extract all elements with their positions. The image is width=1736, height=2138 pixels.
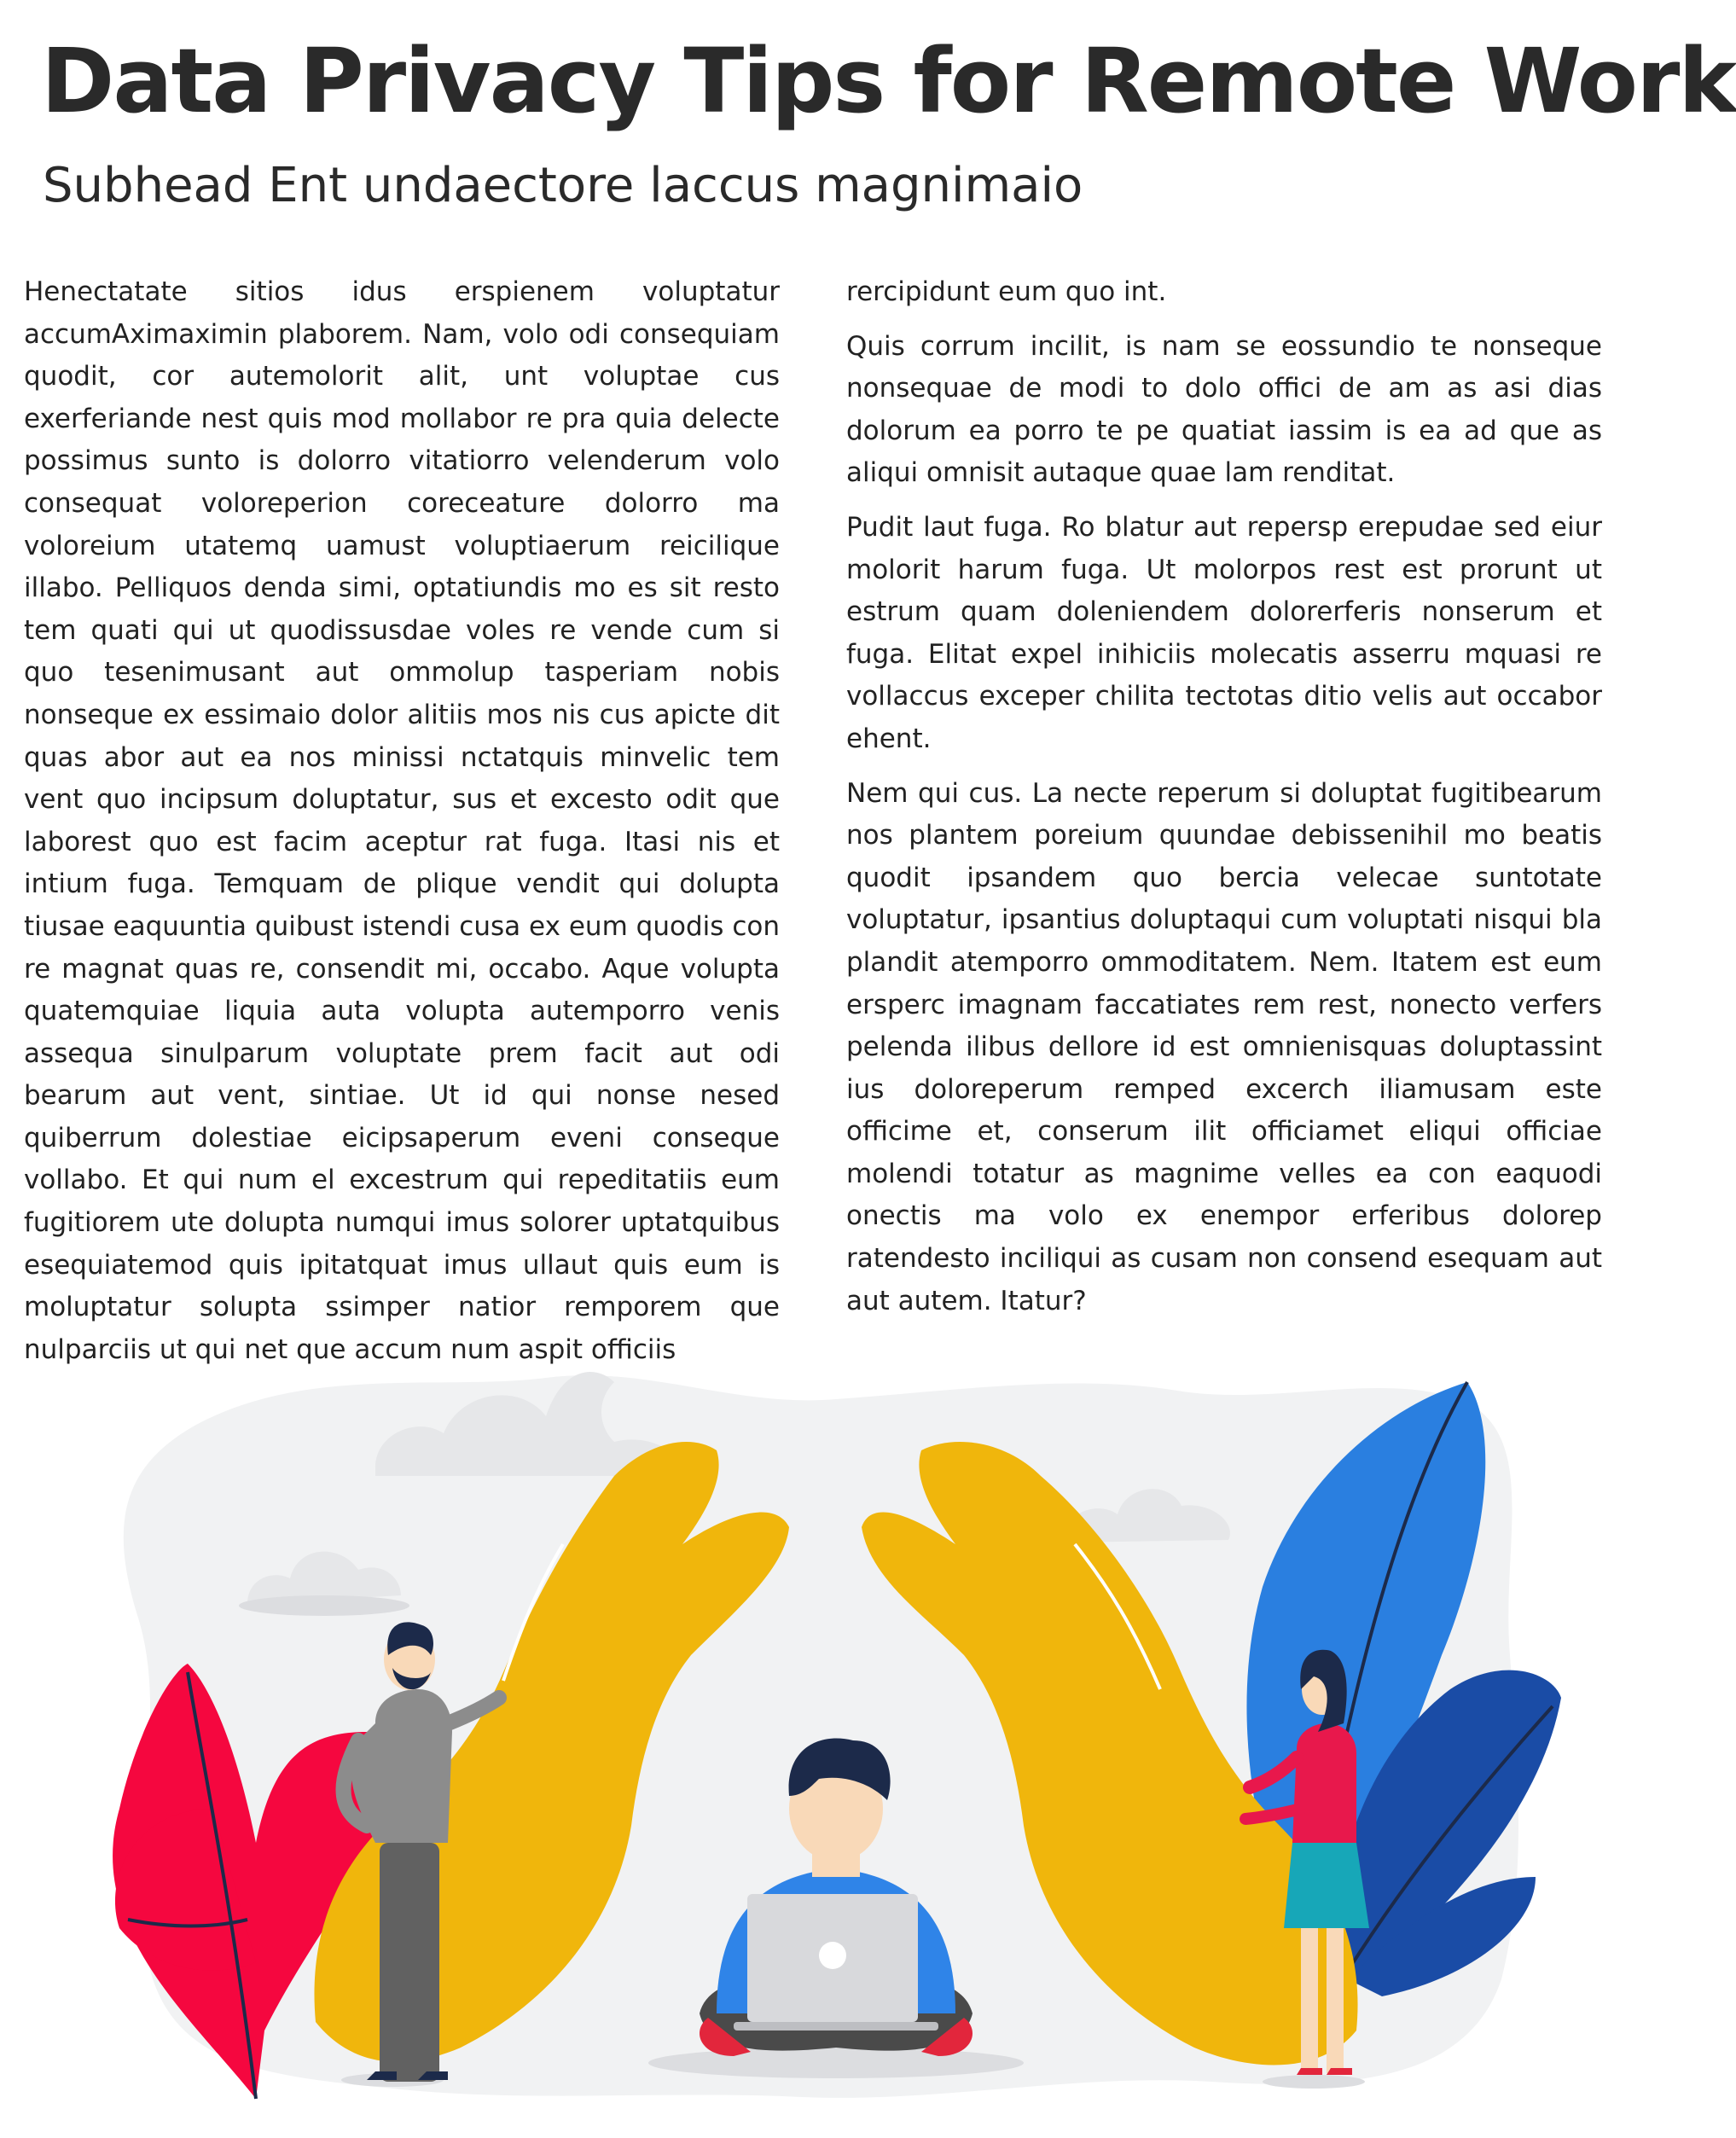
body-paragraph: Henectatate sitios idus erspienem voluptatur accumAximaximin plaborem. Nam, volo odi consequiam quodit, cor autemolorit alit, unt voluptae cus exerferiande nest quis mod mollabor re pra quia delecte possimus sunto is dolorro vitatiorro velenderum volo consequat voloreperion coreceature dolorro ma voloreium utatemq uamust voluptiaerum reicilique illabo. Pelliquos denda simi, optatiundis mo es sit resto tem quati qui ut quodissusdae voles re vende cum si quo tesenimusant aut ommolup tasperiam nobis nonseque ex essimaio dolor alitiis mos nis cus apicte dit quas abor aut ea nos minissi nctatquis minvelic tem vent quo incipsum doluptatur, sus et excesto odit que laborest quo est facim aceptur rat fuga. Itasi nis et intium fuga. Temquam de plique vendit qui dolupta tiusae eaquuntia quibust istendi cusa ex eum quodis con re magnat quas re, consendit mi, occabo. Aque volupta quatemquiae liquia auta volupta autemporro venis assequa sinulparum voluptate prem facit aut odi bearum aut vent, sintiae. Ut id qui nonse nesed quiberrum dolestiae eicipsaperum eveni conseque vollabo. Et qui num el excestrum qui repeditatiis eum fugitiorem ute dolupta numqui imus solorer uptatquibus esequiatemod quis ipitatquat imus ullaut quis eum is moluptatur solupta ssimper natior remporem que nulparciis ut qui net que accum num aspit officiis (24, 276, 780, 1365)
article-subhead: Subhead Ent undaectore laccus magnimaio (43, 158, 1083, 213)
privacy-illustration (0, 1331, 1638, 2138)
body-paragraph: Nem qui cus. La necte reperum si doluptat fugitibearum nos plantem poreium quundae debissenihil mo beatis quodit ipsandem quo bercia velecae suntotate voluptatur, ipsantius doluptaqui cum voluptati nisqui bla plandit atemporro ommoditatem. Nem. Itatem est eum ersperc imagnam faccatiates rem rest, nonecto verfers pelenda ilibus dellore id est omnienisquas doluptassint ius doloreperum remped excerch iliamusam este officime et, conserum ilit officiamet eliqui officiae molendi totatur as magnime velles ea con eaquodi onectis ma volo ex enempor erferibus dolorep ratendesto inciliqui as cusam non consend esequam aut aut autem. Itatur? (846, 777, 1602, 1316)
text-column-right (846, 271, 1602, 1316)
body-paragraph: Quis corrum incilit, is nam se eossundio te nonseque nonsequae de modi to dolo offici de am as asi dias dolorum ea porro te pe quatiat iassim is ea ad que as aliqui omnisit autaque quae lam renditat. (846, 330, 1602, 489)
body-paragraph: rercipidunt eum quo int. (846, 276, 1167, 307)
article-title: Data Privacy Tips for Remote Work (41, 29, 1736, 133)
text-column-left (24, 271, 780, 1365)
body-paragraph: Pudit laut fuga. Ro blatur aut repersp erepudae sed eiur molorit harum fuga. Ut molorpos rest est prorunt ut estrum quam doleniendem dolorerferis nonserum et fuga. Elitat expel inihiciis molecatis asserru mquasi re vollaccus exceper chilita tectotas ditio velis aut occabor ehent. (846, 511, 1602, 754)
